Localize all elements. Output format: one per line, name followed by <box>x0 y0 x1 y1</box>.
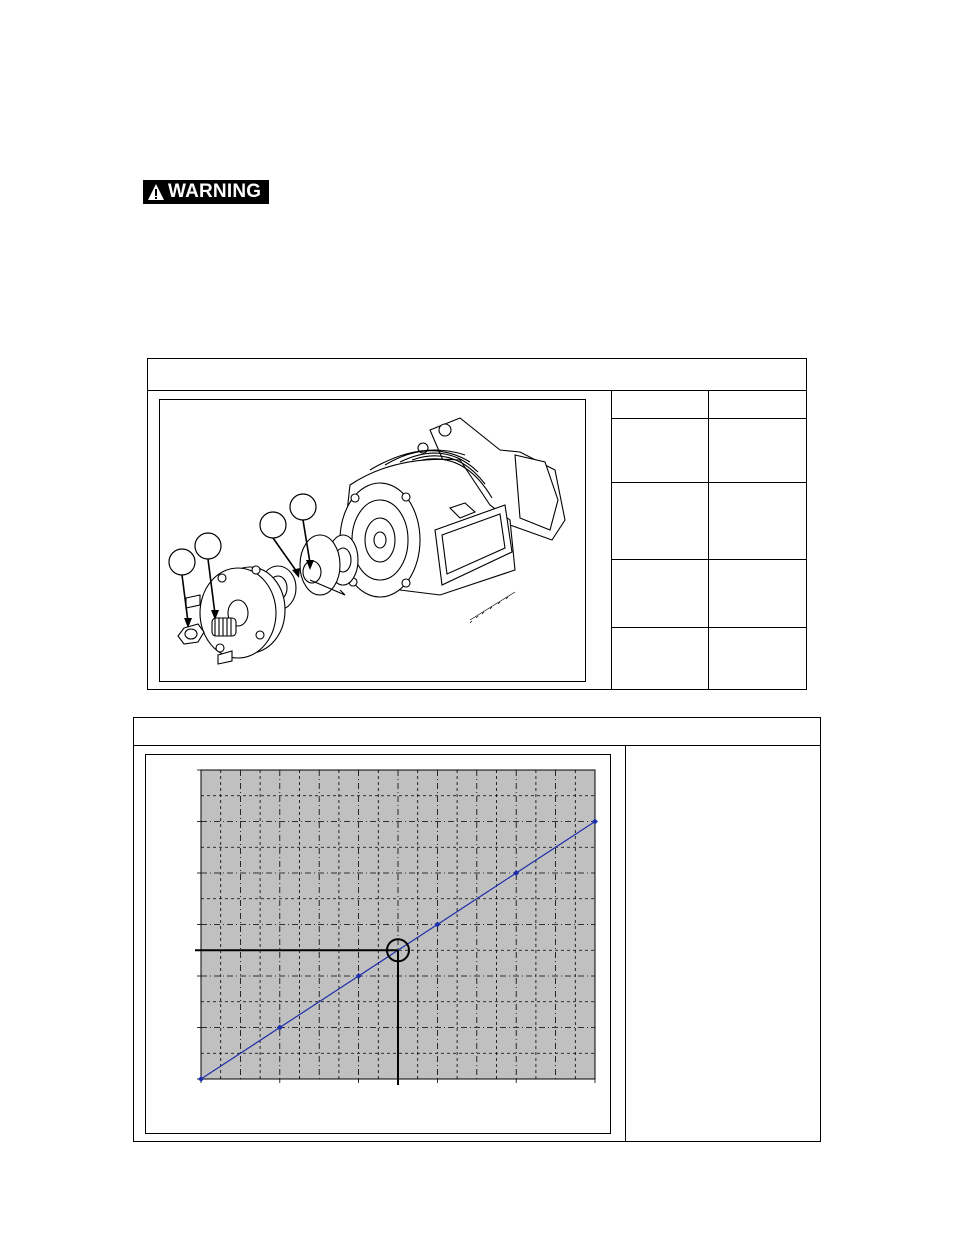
parts-table-left-border <box>611 390 612 690</box>
parts-table-row-divider <box>611 482 807 483</box>
parts-table-row-divider <box>611 418 807 419</box>
warning-triangle-icon <box>147 183 165 201</box>
chart <box>146 755 610 1133</box>
parts-table-column-divider <box>708 390 709 690</box>
parts-table-row-divider <box>611 559 807 560</box>
exploded-assembly-illustration <box>160 400 585 681</box>
warning-text: WARNING <box>168 181 262 202</box>
parts-table-row-divider <box>611 627 807 628</box>
figure-2-header-divider <box>133 745 821 746</box>
figure-2-side-panel-divider <box>625 745 626 1142</box>
warning-label <box>143 180 269 204</box>
